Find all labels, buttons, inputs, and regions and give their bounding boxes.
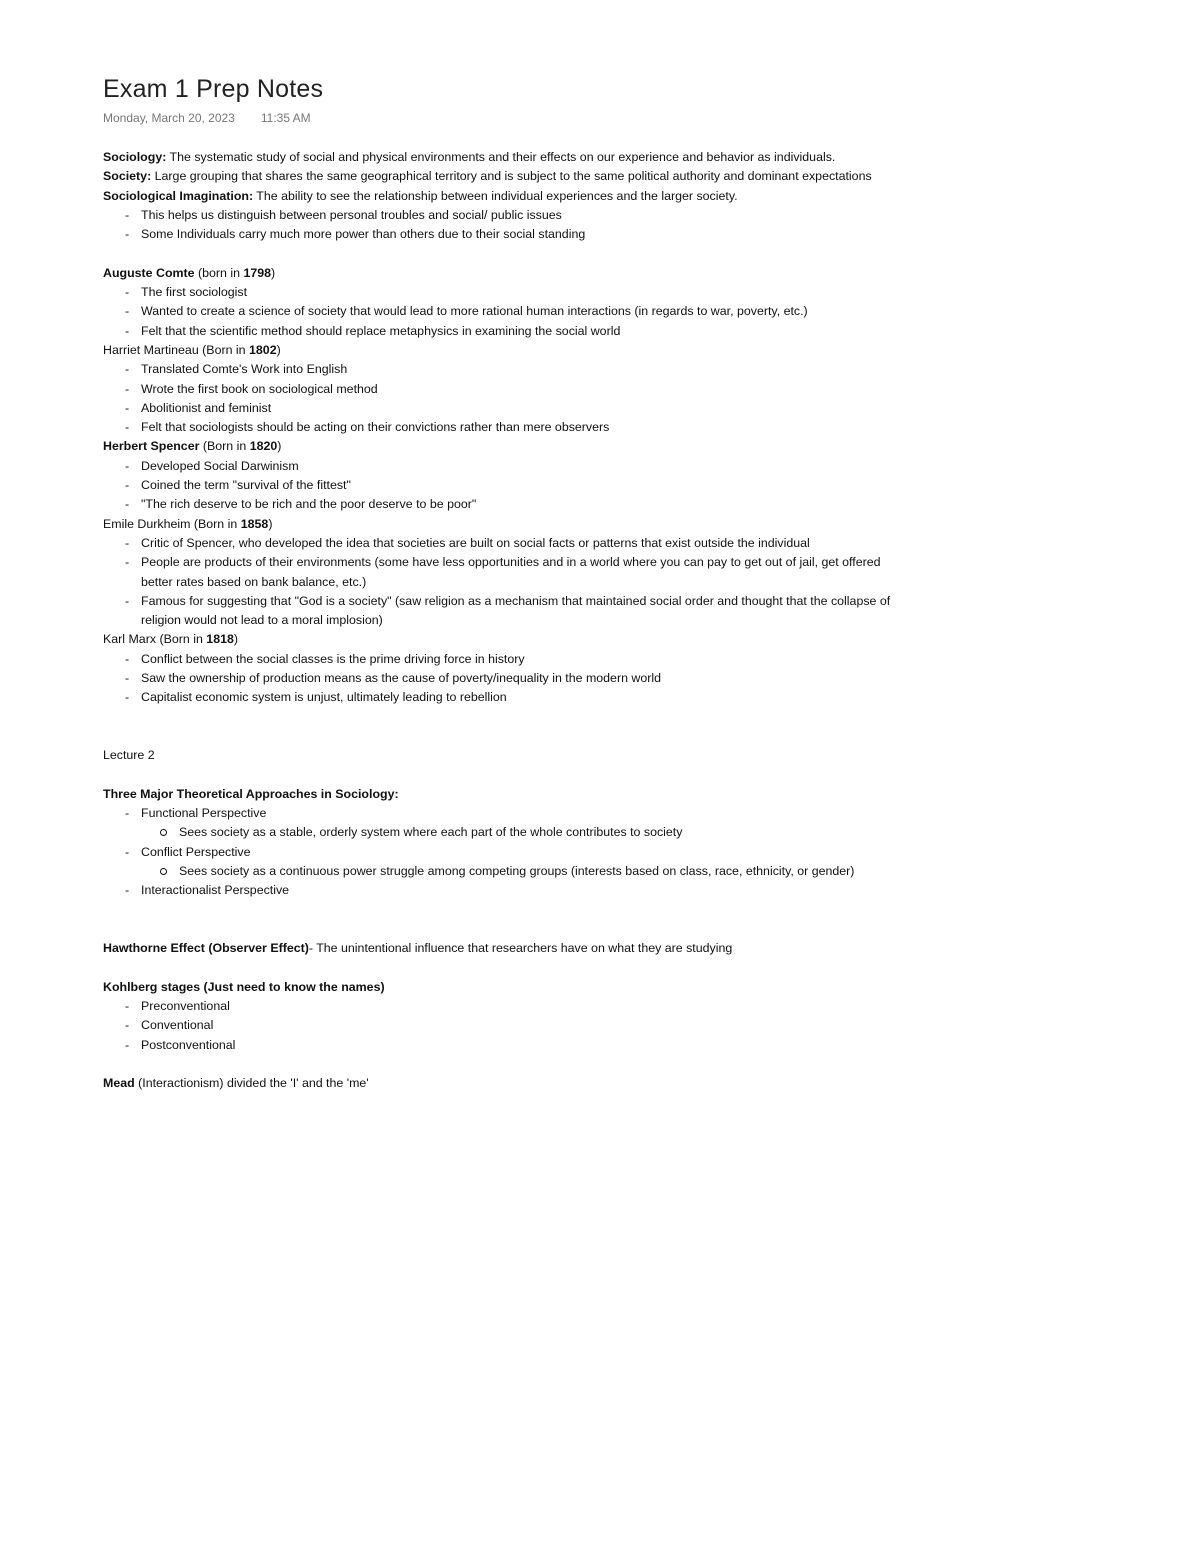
definition-society: Society: Large grouping that shares the same geographical territory and is subject to the same political authority and dominant expectations [103, 169, 872, 184]
note-date: Monday, March 20, 2023 [103, 111, 235, 125]
definition-sociological-imagination: Sociological Imagination: The ability to see the relationship between individual experiences and the larger society. [103, 188, 738, 203]
note-time: 11:35 AM [260, 111, 311, 125]
list-item: - Felt that sociologists should be acting on their convictions rather than mere observers [103, 418, 893, 437]
list-item: - Preconventional [103, 997, 893, 1016]
list-item: - Famous for suggesting that "God is a society" (saw religion as a mechanism that maintained social order and thought that the collapse of religion would not lead to a moral implosion) [103, 592, 893, 631]
list-item: - Conflict Perspective [103, 843, 893, 862]
list-item: - Interactionalist Perspective [103, 881, 893, 900]
heading-durkheim: Emile Durkheim (Born in 1858) [103, 516, 273, 531]
list-item: - Wrote the first book on sociological method [103, 380, 893, 399]
list-item: - The first sociologist [103, 283, 893, 302]
comte-list [103, 283, 893, 341]
note-body [103, 148, 893, 1094]
list-item: - Abolitionist and feminist [103, 399, 893, 418]
sub-list-item: Sees society as a stable, orderly system where each part of the whole contributes to society [103, 823, 893, 842]
heading-comte: Auguste Comte (born in 1798) [103, 265, 276, 280]
list-item: - Conflict between the social classes is the prime driving force in history [103, 650, 893, 669]
list-item: - Translated Comte's Work into English [103, 360, 893, 379]
list-item: - Capitalist economic system is unjust, ultimately leading to rebellion [103, 688, 893, 707]
list-item: - People are products of their environments (some have less opportunities and in a world where you can pay to get out of jail, get offered better rates based on bank balance, etc.) [103, 553, 893, 592]
list-item: - Some Individuals carry much more power than others due to their social standing [103, 225, 893, 244]
list-item: - Critic of Spencer, who developed the idea that societies are built on social facts or patterns that exist outside the individual [103, 534, 893, 553]
list-item: - Postconventional [103, 1036, 893, 1055]
mead-note: Mead (Interactionism) divided the 'I' and the 'me' [103, 1076, 369, 1091]
list-item: - Saw the ownership of production means as the cause of poverty/inequality in the modern world [103, 669, 893, 688]
imagination-list [103, 206, 893, 245]
martineau-list [103, 360, 893, 437]
list-item: - Developed Social Darwinism [103, 457, 893, 476]
list-item: - Conventional [103, 1016, 893, 1035]
list-item: - Functional Perspective [103, 804, 893, 823]
lecture-2-label: Lecture 2 [103, 748, 155, 763]
marx-list [103, 650, 893, 708]
sub-list-item: Sees society as a continuous power struggle among competing groups (interests based on class, race, ethnicity, or gender) [103, 862, 893, 881]
hawthorne-effect: Hawthorne Effect (Observer Effect)- The unintentional influence that researchers have on what they are studying [103, 941, 733, 956]
kohlberg-heading: Kohlberg stages (Just need to know the names) [103, 979, 385, 994]
heading-marx: Karl Marx (Born in 1818) [103, 632, 239, 647]
page-title: Exam 1 Prep Notes [103, 75, 324, 103]
spencer-list [103, 457, 893, 515]
list-item: - Felt that the scientific method should replace metaphysics in examining the social world [103, 322, 893, 341]
durkheim-list [103, 534, 893, 630]
list-item: - This helps us distinguish between personal troubles and social/ public issues [103, 206, 893, 225]
kohlberg-list [103, 997, 893, 1055]
list-item: - Coined the term "survival of the fittest" [103, 476, 893, 495]
list-item: - Wanted to create a science of society that would lead to more rational human interactions (in regards to war, poverty, etc.) [103, 302, 893, 321]
heading-martineau: Harriet Martineau (Born in 1802) [103, 342, 281, 357]
note-page [103, 72, 893, 1094]
heading-spencer: Herbert Spencer (Born in 1820) [103, 439, 282, 454]
approaches-heading: Three Major Theoretical Approaches in Sociology: [103, 786, 399, 801]
list-item: - "The rich deserve to be rich and the poor deserve to be poor" [103, 495, 893, 514]
approaches-list [103, 804, 893, 900]
note-timestamp [103, 111, 893, 131]
definition-sociology: Sociology: The systematic study of social and physical environments and their effects on our experience and behavior as individuals. [103, 150, 836, 164]
